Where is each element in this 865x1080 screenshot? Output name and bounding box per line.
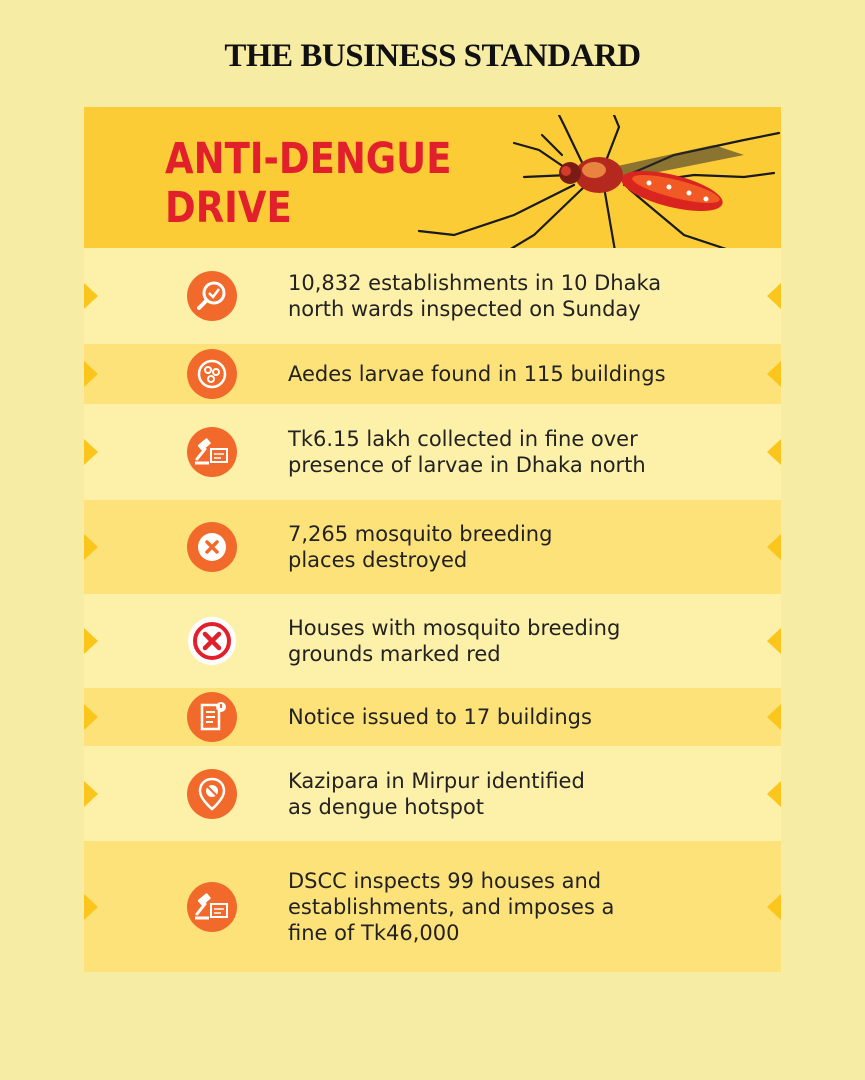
x-circle-icon [187,522,237,572]
arrow-right-icon [767,283,781,309]
title-line-1: ANTI-DENGUE [165,134,452,184]
item-text-line: Aedes larvae found in 115 buildings [288,362,666,386]
hotspot-pin-icon [187,769,237,819]
list-item [84,248,781,344]
arrow-right-icon [767,704,781,730]
item-text [288,426,646,478]
arrow-left-icon [84,283,98,309]
list-item [84,500,781,594]
arrow-right-icon [767,361,781,387]
item-text [288,361,666,387]
item-text [288,768,585,820]
item-text-line: DSCC inspects 99 houses and [288,868,602,893]
gavel-fine-icon [187,427,237,477]
item-text-line: fine of Tk46,000 [288,920,460,945]
item-text-line: presence of larvae in Dhaka north [288,453,646,477]
arrow-left-icon [84,534,98,560]
list-item [84,344,781,404]
arrow-left-icon [84,894,98,920]
x-red-icon [187,616,237,666]
item-text-line: 10,832 establishments in 10 Dhaka [288,271,662,295]
item-text-line: grounds marked red [288,642,501,666]
mosquito-illustration [414,115,781,248]
arrow-right-icon [767,628,781,654]
arrow-left-icon [84,361,98,387]
larvae-icon [187,349,237,399]
item-text-line: as dengue hotspot [288,794,485,819]
list-item [84,841,781,972]
list-item [84,746,781,841]
notice-icon [187,692,237,742]
item-text-line: north wards inspected on Sunday [288,297,641,321]
title-line-2: DRIVE [165,183,292,233]
arrow-right-icon [767,534,781,560]
item-text [288,521,552,573]
arrow-right-icon [767,894,781,920]
item-text-line: places destroyed [288,548,468,572]
list-item [84,404,781,500]
list-item [84,594,781,688]
arrow-left-icon [84,439,98,465]
item-text [288,615,620,667]
arrow-left-icon [84,704,98,730]
item-text [288,704,592,730]
item-text-line: establishments, and imposes a [288,894,615,919]
arrow-left-icon [84,628,98,654]
arrow-right-icon [767,439,781,465]
arrow-left-icon [84,781,98,807]
item-text-line: Houses with mosquito breeding [288,616,621,640]
magnifier-check-icon [187,271,237,321]
masthead-logo: THE BUSINESS STANDARD [224,38,641,74]
arrow-right-icon [767,781,781,807]
item-text [288,270,661,322]
item-text-line: Kazipara in Mirpur identified [288,768,585,793]
list-item [84,688,781,746]
infographic-card [84,107,781,972]
item-text-line: Tk6.15 lakh collected in fine over [288,427,638,451]
header-banner [84,107,781,248]
item-text-line: Notice issued to 17 buildings [288,705,592,729]
page-title [165,135,451,233]
item-text-line: 7,265 mosquito breeding [288,522,553,546]
gavel-fine-icon [187,882,237,932]
item-text [288,868,614,946]
